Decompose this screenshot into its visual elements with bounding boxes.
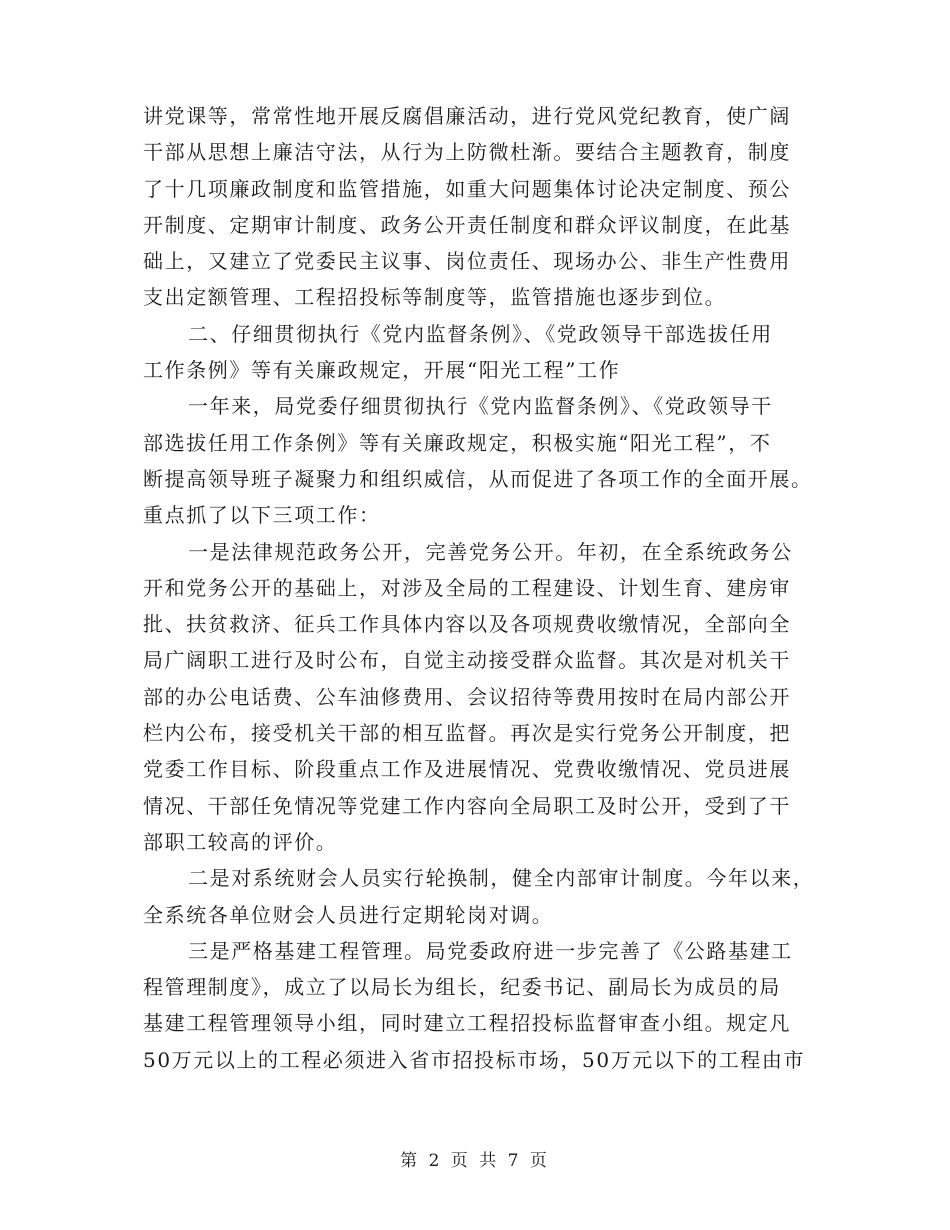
- text-line: 支出定额管理、工程招投标等制度等，监管措施也逐步到位。: [143, 285, 727, 310]
- text-line: 一年来，局党委仔细贯彻执行《党内监督条例》、《党政领导干: [188, 394, 773, 419]
- text-line: 全系统各单位财会人员进行定期轮岗对调。: [143, 902, 554, 927]
- text-line: 局广阔职工进行及时公布，自觉主动接受群众监督。其次是对机关干: [143, 648, 791, 673]
- text-line: 二、仔细贯彻执行《党内监督条例》、《党政领导干部选拔任用: [188, 321, 773, 346]
- text-line: 重点抓了以下三项工作：: [143, 503, 381, 528]
- page-footer: 第 2 页 共 7 页: [400, 1151, 550, 1171]
- text-line: 50万元以上的工程必须进入省市招投标市场，50万元以下的工程由市: [143, 1047, 806, 1072]
- text-line: 干部从思想上廉洁守法，从行为上防微杜渐。要结合主题教育，制度: [143, 140, 791, 165]
- document-body: [143, 98, 813, 1078]
- paragraph: [143, 98, 813, 316]
- paragraph: [143, 933, 813, 1078]
- text-line: 部选拔任用工作条例》等有关廉政规定，积极实施“阳光工程”，不: [143, 430, 772, 455]
- text-line: 程管理制度》，成立了以局长为组长，纪委书记、副局长为成员的局: [143, 975, 781, 1000]
- text-line: 一是法律规范政务公开，完善党务公开。年初，在全系统政务公: [188, 539, 793, 564]
- text-line: 批、扶贫救济、征兵工作具体内容以及各项规费收缴情况，全部向全: [143, 612, 791, 637]
- text-line: 栏内公布，接受机关干部的相互监督。再次是实行党务公开制度，把: [143, 721, 791, 746]
- text-line: 讲党课等，常常性地开展反腐倡廉活动，进行党风党纪教育，使广阔: [143, 104, 791, 128]
- paragraph: [143, 316, 813, 389]
- text-line: 础上，又建立了党委民主议事、岗位责任、现场办公、非生产性费用: [143, 249, 791, 274]
- paragraph: [143, 860, 813, 933]
- text-line: 情况、干部任免情况等党建工作内容向全局职工及时公开，受到了干: [143, 793, 791, 818]
- text-line: 部的办公电话费、公车油修费用、会议招待等费用按时在局内部公开: [143, 684, 791, 709]
- paragraph: [143, 388, 813, 533]
- text-line: 开制度、定期审计制度、政务公开责任制度和群众评议制度，在此基: [143, 212, 791, 237]
- text-line: 二是对系统财会人员实行轮换制，健全内部审计制度。今年以来，: [188, 866, 815, 891]
- text-line: 了十几项廉政制度和监管措施，如重大问题集体讨论决定制度、预公: [143, 176, 791, 201]
- text-line: 工作条例》等有关廉政规定，开展“阳光工程”工作: [143, 358, 621, 383]
- text-line: 党委工作目标、阶段重点工作及进展情况、党费收缴情况、党员进展: [143, 757, 791, 782]
- text-line: 断提高领导班子凝聚力和组织威信，从而促进了各项工作的全面开展。: [143, 466, 813, 491]
- text-line: 三是严格基建工程管理。局党委政府进一步完善了《公路基建工: [188, 938, 793, 963]
- text-line: 开和党务公开的基础上，对涉及全局的工程建设、计划生育、建房审: [143, 575, 791, 600]
- paragraph: [143, 534, 813, 861]
- text-line: 部职工较高的评价。: [143, 829, 338, 854]
- text-line: 基建工程管理领导小组，同时建立工程招投标监督审查小组。规定凡: [143, 1011, 791, 1036]
